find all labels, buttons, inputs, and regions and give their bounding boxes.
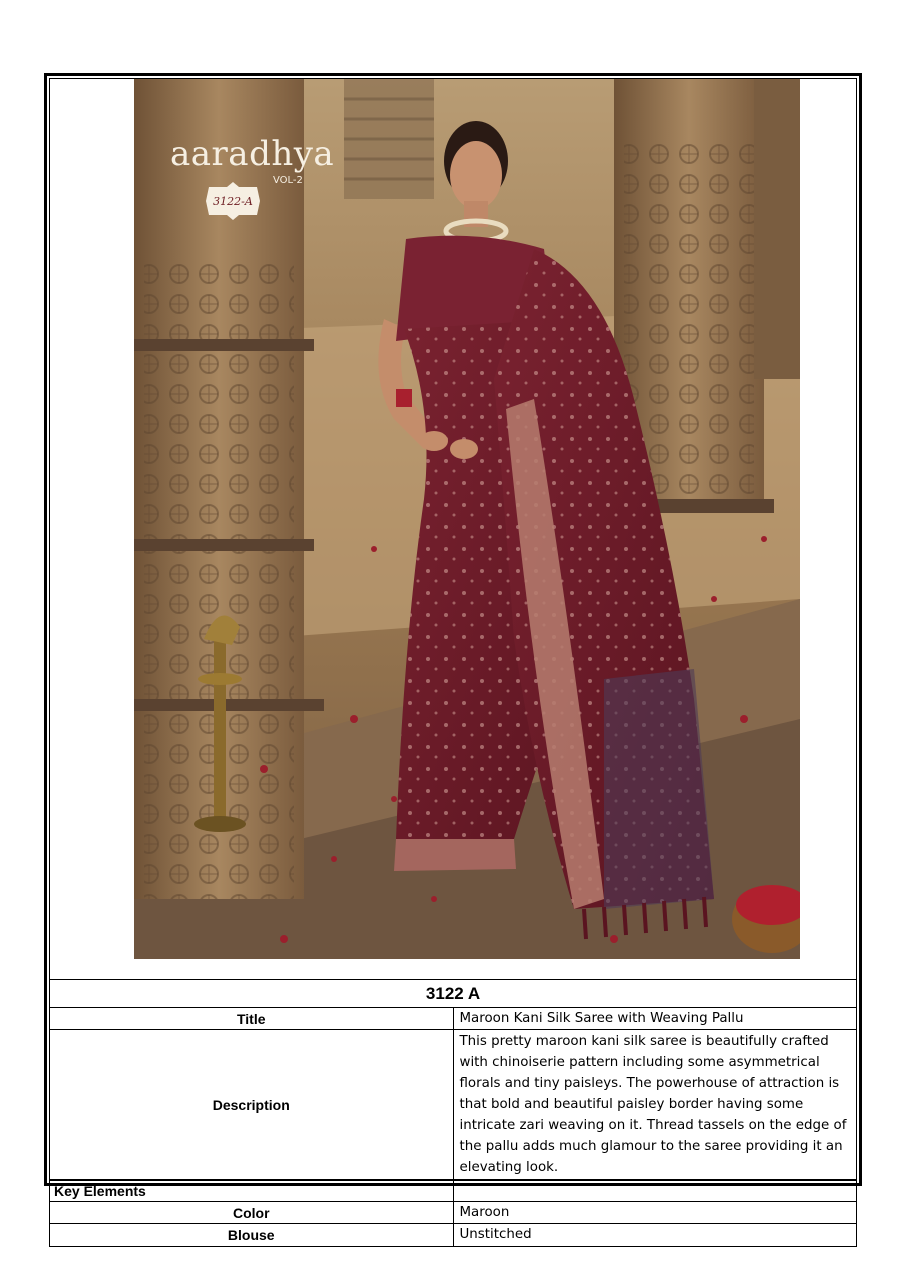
badge-code-text: 3122-A xyxy=(213,194,253,208)
description-value: This pretty maroon kani silk saree is beautifully crafted with chinoiserie pattern including some asymmetrical florals and tiny paisleys. The powerhouse of attraction is that bold and beautiful paisley border having some intricate zari weaving on it. Thread tassels on the edge of the pallu adds much glamour to the saree providing it an elevating look. xyxy=(453,1030,857,1180)
brand-logo-text: aaradhya xyxy=(170,134,335,174)
volume-label: VOL-2 xyxy=(273,175,303,186)
code-badge xyxy=(205,181,261,221)
key-elements-row xyxy=(50,1180,857,1202)
product-photo xyxy=(134,79,800,959)
color-row xyxy=(50,1202,857,1224)
title-label: Title xyxy=(50,1008,454,1030)
description-row xyxy=(50,1030,857,1180)
key-elements-empty xyxy=(453,1180,857,1202)
title-row xyxy=(50,1008,857,1030)
color-value: Maroon xyxy=(453,1202,857,1224)
product-details-table xyxy=(49,979,857,1247)
product-code: 3122 A xyxy=(50,980,857,1008)
description-label: Description xyxy=(50,1030,454,1180)
blouse-label: Blouse xyxy=(50,1224,454,1247)
color-label: Color xyxy=(50,1202,454,1224)
code-row xyxy=(50,980,857,1008)
title-value: Maroon Kani Silk Saree with Weaving Pallu xyxy=(453,1008,857,1030)
key-elements-label: Key Elements xyxy=(50,1180,454,1202)
blouse-value: Unstitched xyxy=(453,1224,857,1247)
blouse-row xyxy=(50,1224,857,1247)
